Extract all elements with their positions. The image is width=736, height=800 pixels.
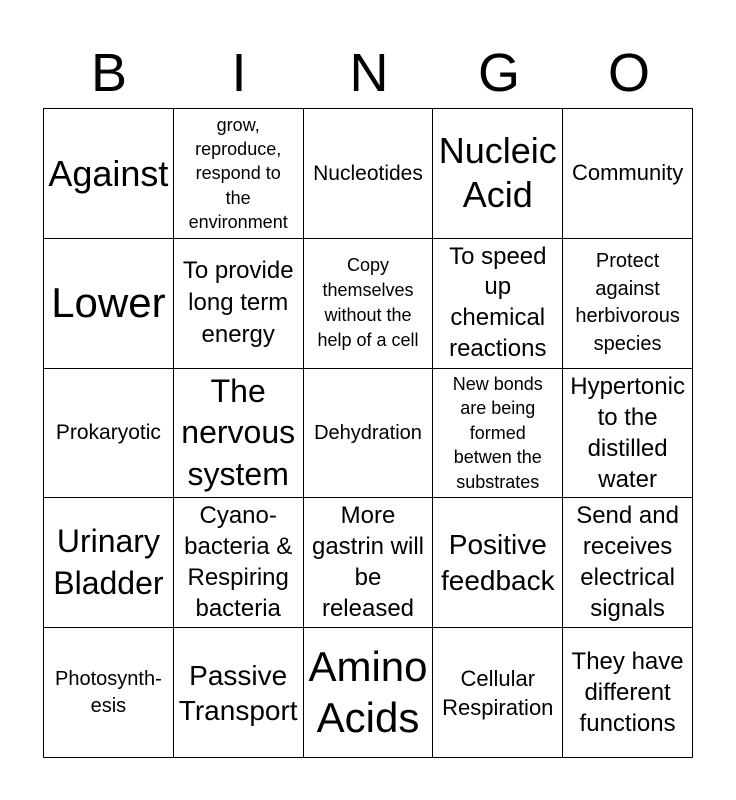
header-letter-n: N: [349, 43, 389, 103]
bingo-cell[interactable]: [174, 498, 304, 628]
header-letter-o: O: [607, 43, 650, 103]
bingo-cell[interactable]: [304, 369, 434, 499]
bingo-cell-text: Dehydration: [314, 421, 422, 444]
bingo-cell[interactable]: [44, 239, 174, 369]
bingo-cell-text: Cyano- bacteria & Respiring bacteria: [184, 502, 293, 622]
bingo-cell-text: Copy themselves without the help of a cell: [317, 254, 419, 351]
bingo-cell[interactable]: [433, 239, 563, 369]
bingo-cell-text: Protect against herbivorous species: [575, 250, 680, 355]
bingo-cell-text: Send and receives electrical signals: [576, 502, 679, 622]
bingo-cell[interactable]: [433, 369, 563, 499]
bingo-cell[interactable]: [44, 628, 174, 758]
bingo-cell-text: Prokaryotic: [55, 421, 161, 445]
bingo-cell-text: Passive Transport: [178, 659, 298, 726]
bingo-cell-text: Amino Acids: [308, 643, 428, 741]
bingo-cell[interactable]: [563, 369, 693, 499]
bingo-cell[interactable]: [563, 628, 693, 758]
bingo-cell-text: grow, reproduce, respond to the environment: [188, 114, 288, 232]
bingo-cell[interactable]: [44, 369, 174, 499]
bingo-cell-text: Urinary Bladder: [53, 523, 164, 601]
header-letter-i: I: [231, 43, 247, 103]
bingo-cell[interactable]: [563, 109, 693, 239]
bingo-cell[interactable]: [563, 498, 693, 628]
bingo-cell-text: Community: [571, 160, 684, 186]
bingo-cell[interactable]: [433, 109, 563, 239]
bingo-cell[interactable]: [304, 628, 434, 758]
bingo-cell[interactable]: [304, 239, 434, 369]
bingo-cell-text: Hypertonic to the distilled water: [570, 372, 685, 494]
bingo-cell[interactable]: [174, 239, 304, 369]
bingo-cell-text: Positive feedback: [440, 528, 555, 596]
bingo-cell-text: The nervous system: [181, 373, 296, 492]
bingo-cell[interactable]: [174, 109, 304, 239]
bingo-grid: [43, 108, 693, 758]
bingo-cell-text: Photosynth- esis: [55, 667, 162, 717]
bingo-cell[interactable]: [563, 239, 693, 369]
bingo-cell-text: Nucleic Acid: [438, 130, 557, 216]
bingo-cell-text: Nucleotides: [313, 161, 423, 185]
bingo-cell[interactable]: [174, 369, 304, 499]
bingo-cell-text: Against: [48, 152, 169, 194]
bingo-cell-text: To provide long term energy: [182, 257, 294, 349]
header-letter-b: B: [90, 43, 128, 103]
header-letter-g: G: [477, 43, 520, 103]
bingo-header: [44, 42, 694, 104]
bingo-cell-text: To speed up chemical reactions: [449, 242, 547, 362]
bingo-cell-text: Lower: [51, 279, 166, 327]
bingo-cell[interactable]: [304, 498, 434, 628]
bingo-cell-text: They have different functions: [571, 647, 684, 738]
bingo-cell[interactable]: [44, 109, 174, 239]
bingo-cell-text: New bonds are being formed betwen the substrates: [452, 373, 543, 492]
bingo-cell-text: Cellular Respiration: [442, 665, 554, 720]
bingo-cell[interactable]: [433, 498, 563, 628]
bingo-cell[interactable]: [174, 628, 304, 758]
bingo-cell[interactable]: [433, 628, 563, 758]
bingo-cell[interactable]: [44, 498, 174, 628]
bingo-cell-text: More gastrin will be released: [311, 502, 424, 622]
bingo-cell[interactable]: [304, 109, 434, 239]
